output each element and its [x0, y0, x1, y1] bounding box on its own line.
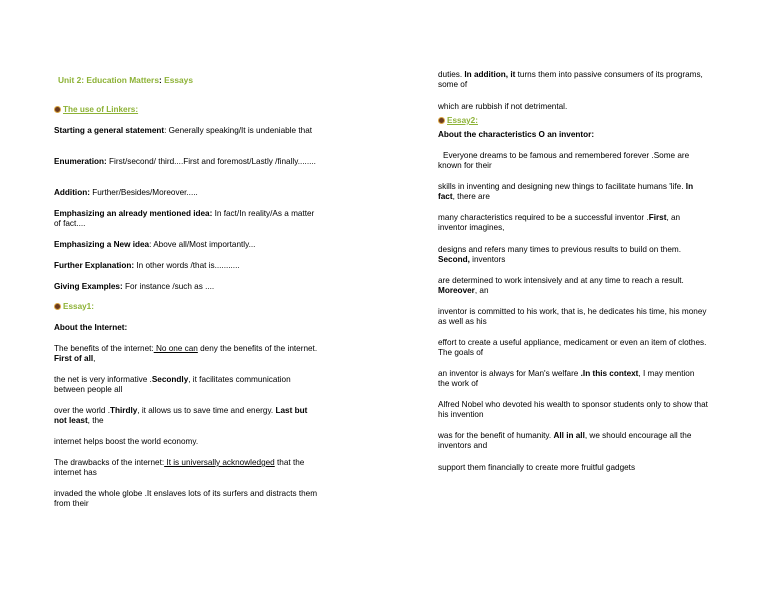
- text-run: skills in inventing and designing new things to facilitate humans 'life.: [438, 182, 686, 191]
- linker-item: [54, 240, 322, 250]
- text-run: the net is very informative .: [54, 375, 152, 384]
- unit-title-text: Unit 2: Education Matters: [58, 75, 159, 85]
- paragraph: effort to create a useful appliance, medicament or even an item of clothes. The goals of: [438, 338, 707, 358]
- text-run: that the internet has: [54, 458, 305, 478]
- linker-item: [54, 282, 322, 292]
- linker-item: [54, 261, 322, 271]
- linker-item: [54, 157, 322, 167]
- text-run: , the: [87, 416, 104, 426]
- text-run: In fact: [438, 182, 694, 202]
- bullet-icon: [438, 117, 445, 124]
- bullet-icon: [54, 303, 61, 310]
- paragraph: [438, 213, 708, 234]
- text-run: many characteristics required to be a successful inventor .: [438, 213, 649, 222]
- text-run: , it facilitates communication between people all: [54, 375, 291, 395]
- text-run: Secondly: [151, 375, 189, 384]
- essay1-heading-text: Essay1:: [63, 302, 94, 311]
- text-run: , an inventor imagines,: [438, 213, 681, 233]
- paragraph: inventor is committed to his work, that is, he dedicates his time, his money as well as his: [438, 307, 707, 327]
- text-run: Thirdly: [109, 406, 138, 415]
- linker-text: In fact/In reality/As a matter of fact....: [54, 209, 315, 229]
- text-run: , there are: [452, 192, 490, 202]
- linker-text: : Above all/Most importantly...: [149, 240, 256, 249]
- paragraph: [54, 406, 322, 427]
- paragraph: Alfred Nobel who devoted his wealth to sponsor students only to show that his invention: [438, 400, 708, 420]
- paragraph: [438, 245, 708, 266]
- text-run: The drawbacks of the internet:: [54, 458, 165, 467]
- text-run: Last but not least: [54, 406, 308, 426]
- paragraph: [438, 70, 708, 91]
- text-run: , I may mention the work of: [438, 369, 695, 389]
- text-run: an inventor is always for Man's welfare: [438, 369, 581, 378]
- text-run: Moreover: [438, 286, 475, 296]
- paragraph: [438, 369, 708, 390]
- paragraph: [438, 431, 708, 452]
- text-run: designs and refers many times to previous results to build on them.: [438, 245, 682, 254]
- text-run: over the world .: [54, 406, 110, 415]
- paragraph: which are rubbish if not detrimental.: [438, 102, 568, 111]
- paragraph: [438, 182, 708, 203]
- text-run: inventors: [469, 255, 506, 265]
- text-run: turns them into passive consumers of its programs, some of: [438, 70, 703, 90]
- linker-label: Enumeration:: [54, 157, 107, 166]
- linker-text: : Generally speaking/It is undeniable that: [164, 126, 313, 135]
- bullet-icon: [54, 106, 61, 113]
- essay2-title: About the characteristics O an inventor:: [438, 130, 595, 139]
- text-run: was for the benefit of humanity.: [438, 431, 554, 440]
- text-run: .In this context: [580, 369, 639, 378]
- paragraph: support them financially to create more fruitful gadgets: [438, 463, 636, 472]
- text-run: First of all: [54, 354, 94, 364]
- paragraph: [54, 375, 322, 396]
- linker-text: First/second/ third....First and foremost/Lastly /finally........: [106, 157, 316, 166]
- text-run: are determined to work intensively and at any time to reach a result.: [438, 276, 684, 285]
- linker-text: For instance /such as ....: [122, 282, 215, 291]
- essay2-heading: [438, 116, 708, 126]
- linkers-heading: [54, 105, 322, 115]
- linker-label: Further Explanation:: [54, 261, 135, 270]
- paragraph: [438, 276, 708, 297]
- paragraph: [54, 344, 322, 365]
- linkers-heading-text: The use of Linkers:: [63, 105, 139, 114]
- unit-title-colon: :: [158, 75, 162, 85]
- linker-text: Further/Besides/Moreover.....: [89, 188, 198, 197]
- text-run: , an: [474, 286, 489, 296]
- text-run: duties.: [438, 70, 465, 79]
- linker-label: Starting a general statement: [54, 126, 165, 135]
- linker-item: [54, 188, 322, 198]
- essay1-title: About the Internet:: [54, 323, 128, 332]
- paragraph: [54, 458, 322, 479]
- paragraph: internet helps boost the world economy.: [54, 437, 199, 446]
- unit-title: [58, 75, 193, 85]
- text-run: In addition, it: [464, 70, 516, 79]
- linker-label: Emphasizing a New idea: [54, 240, 150, 249]
- text-run: Second,: [438, 255, 470, 265]
- text-run: It is universally acknowledged: [164, 458, 275, 467]
- text-run: , we should encourage all the inventors and: [438, 431, 692, 451]
- text-run: , it allows us to save time and energy.: [137, 406, 276, 415]
- essay2-heading-text: Essay2:: [447, 116, 478, 125]
- text-run: deny the benefits of the internet.: [197, 344, 318, 353]
- text-run: No one can: [153, 344, 198, 353]
- linker-text: In other words /that is...........: [134, 261, 240, 270]
- linker-label: Giving Examples:: [54, 282, 123, 291]
- unit-title-essays: Essays: [161, 75, 193, 85]
- paragraph: invaded the whole globe .It enslaves lots of its surfers and distracts them from their: [54, 489, 318, 509]
- linker-label: Emphasizing an already mentioned idea:: [54, 209, 213, 218]
- linker-label: Addition:: [54, 188, 90, 197]
- paragraph: Everyone dreams to be famous and remembered forever .Some are known for their: [438, 151, 690, 171]
- linker-item: [54, 209, 322, 230]
- text-run: All in all: [553, 431, 585, 440]
- essay1-heading: [54, 302, 322, 312]
- linker-item: [54, 126, 322, 136]
- text-run: First: [648, 213, 667, 222]
- text-run: ,: [93, 354, 96, 364]
- text-run: The benefits of the internet:: [54, 344, 154, 353]
